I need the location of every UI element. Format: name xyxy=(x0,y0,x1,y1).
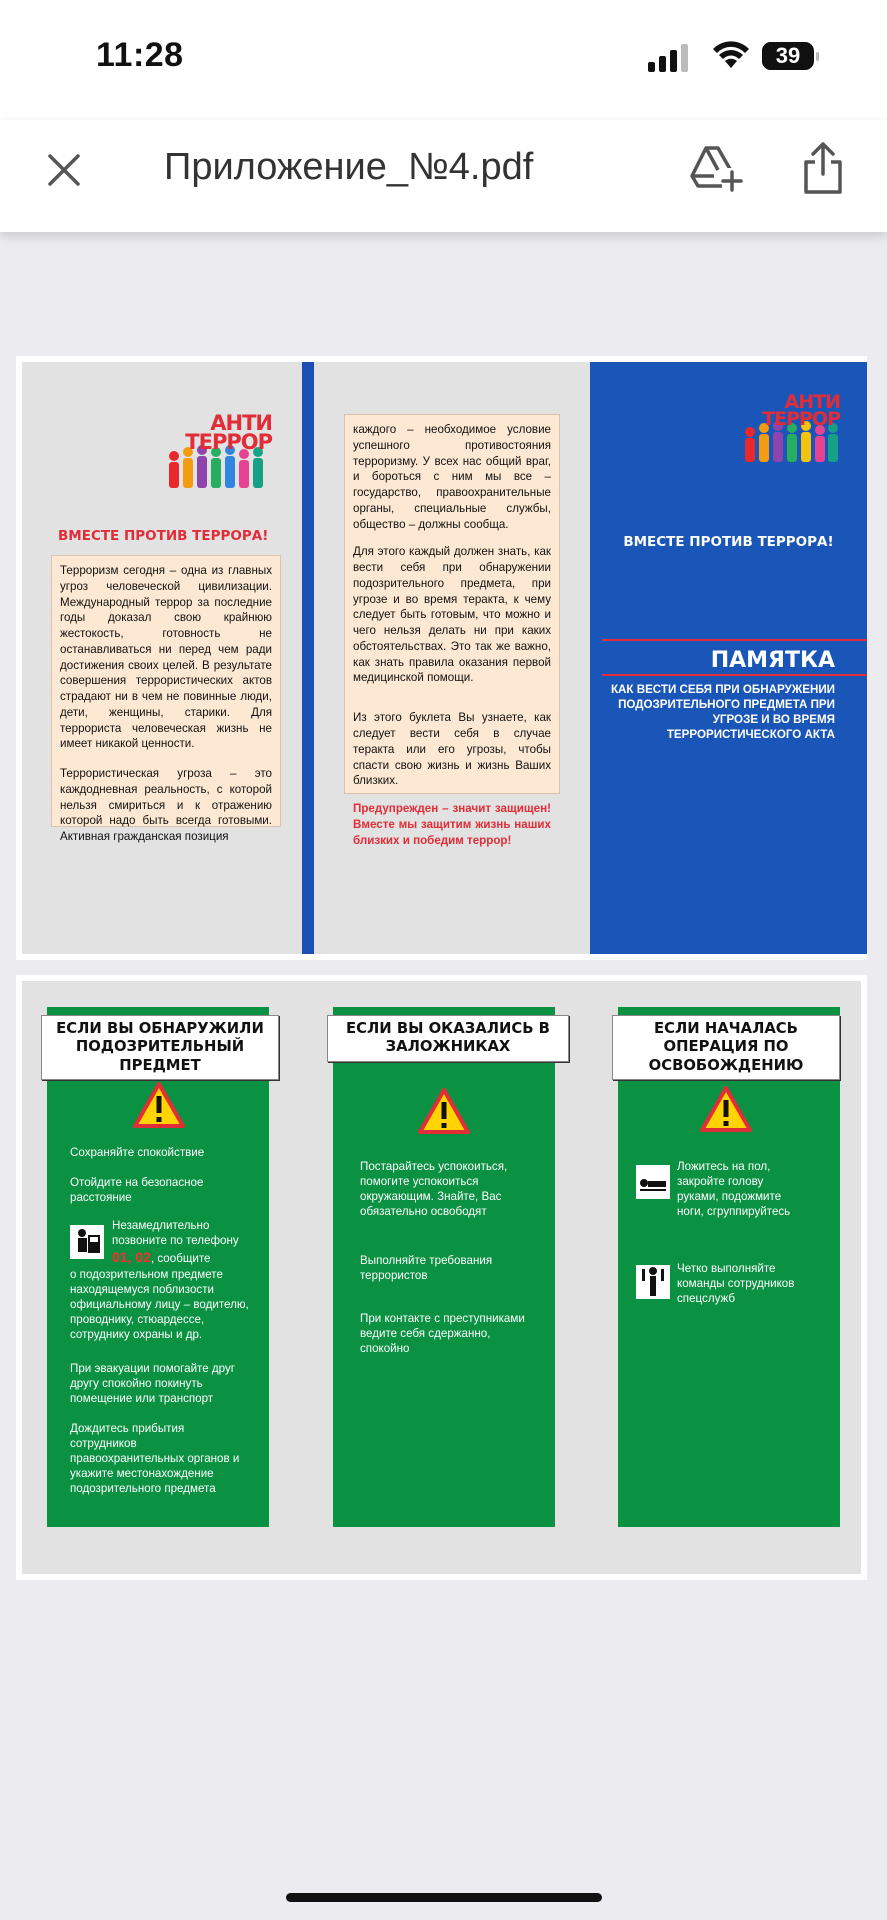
booklet-inside xyxy=(22,981,861,1574)
col2-text-3: При контакте с преступниками ведите себя сдержанно, спокойно xyxy=(360,1312,525,1356)
home-indicator[interactable] xyxy=(286,1893,602,1902)
slogan-left: ВМЕСТЕ ПРОТИВ ТЕРРОРА! xyxy=(58,528,269,544)
middle-warning: Предупрежден – значит защищен! Вместе мы защитим жизнь наших близких и победим террор! xyxy=(353,802,551,847)
pamyatka-subtitle: КАК ВЕСТИ СЕБЯ ПРИ ОБНАРУЖЕНИИ ПОДОЗРИТЕЛЬНОГО ПРЕДМЕТА ПРИ УГРОЗЕ И ВО ВРЕМЯ ТЕРРОРИСТИЧЕСКОГО АКТА xyxy=(610,683,835,742)
slogan-cover: ВМЕСТЕ ПРОТИВ ТЕРРОРА! xyxy=(623,534,834,550)
battery-icon xyxy=(762,42,814,70)
col3-text-2: Четко выполняйте команды сотрудников спецслужб xyxy=(677,1262,795,1306)
middle-paragraph-3: Из этого буклета Вы узнаете, как следует вести себя в случае теракта или его угрозы, чтобы спасти свою жизнь и жизнь Ваших близких. xyxy=(353,711,551,788)
anti-terror-logo-cover xyxy=(740,391,840,464)
col2-text-1: Постарайтесь успокоиться, помогите успокоиться окружающим. Знайте, Вас обязательно освободят xyxy=(360,1160,508,1219)
warning-icon xyxy=(699,1085,753,1133)
anti-terror-logo xyxy=(162,411,272,490)
col1-text-3a: Незамедлительно позвоните по телефону xyxy=(112,1219,239,1248)
document-title: Приложение_№4.pdf xyxy=(164,146,534,188)
intro-paragraph-1: Терроризм сегодня – одна из главных угроз человеческой цивилизации. Международный террор за последние годы доказал свою крайнюю жестокость, готовность не останавливаться ни перед чем ради достижения своих целей. В результате совершения террористических актов страдают ни в чем не повинные люди, дети, женщины, старики. Для террориста человеческая жизнь не имеет никакой ценности. xyxy=(60,564,272,751)
document-title-bar xyxy=(0,120,887,232)
close-icon[interactable] xyxy=(44,150,84,190)
middle-note xyxy=(344,414,560,847)
intro-note xyxy=(51,555,281,844)
fold-stripe xyxy=(302,362,314,954)
logo-text-cover: АНТИ ТЕРРОР xyxy=(762,391,840,430)
warning-icon xyxy=(132,1081,186,1129)
status-time: 11:28 xyxy=(96,36,184,74)
col1-text-1: Сохраняйте спокойствие xyxy=(70,1146,205,1159)
logo-text: АНТИ ТЕРРОР xyxy=(185,411,272,454)
pdf-page-1[interactable] xyxy=(16,356,867,960)
drive-add-icon[interactable] xyxy=(688,144,744,194)
warning-icon xyxy=(417,1087,471,1135)
col3-text-1: Ложитесь на пол, закройте голову руками, подожмите ноги, сгруппируйтесь xyxy=(677,1160,791,1219)
intro-paragraph-2: Террористическая угроза – это каждодневная реальность, с которой нельзя смириться и к отражению которой надо быть всегда готовыми. Активная гражданская позиция xyxy=(60,767,272,844)
wifi-icon xyxy=(712,40,750,70)
emergency-numbers: 01, 02 xyxy=(112,1249,151,1266)
col2-text-2: Выполняйте требования террористов xyxy=(360,1254,493,1283)
middle-paragraph-2: Для этого каждый должен знать, как вести себя при обнаружении подозрительного предмета, при угрозе и во время теракта, к чему следует быть готовым, что можно и чего нельзя делать ни при каких обстоятельствах. Это так же важно, как знать правила оказания первой медицинской помощи. xyxy=(353,545,551,685)
col1-text-4: При эвакуации помогайте друг другу спокойно покинуть помещение или транспорт xyxy=(70,1362,236,1406)
col1-text-5: Дождитесь прибытия сотрудников правоохранительных органов и укажите местонахождение подозрительного предмета xyxy=(70,1422,240,1496)
follow-commands-icon xyxy=(636,1265,670,1299)
share-icon[interactable] xyxy=(800,140,846,196)
status-bar xyxy=(0,0,887,120)
signal-icon xyxy=(648,44,692,72)
col1-text-3 xyxy=(112,1218,252,1266)
red-divider-top xyxy=(602,639,867,641)
col1-text-2: Отойдите на безопасное расстояние xyxy=(70,1176,204,1205)
booklet-outside xyxy=(22,362,861,954)
battery-level: 39 xyxy=(775,43,801,68)
header-suspicious-object: ЕСЛИ ВЫ ОБНАРУЖИЛИ ПОДОЗРИТЕЛЬНЫЙ ПРЕДМЕТ xyxy=(41,1015,279,1080)
cover-panel xyxy=(590,362,867,954)
col1-text-3b: , сообщите xyxy=(150,1252,211,1266)
pamyatka-title: ПАМЯТКА xyxy=(710,648,835,673)
red-divider-bottom xyxy=(602,674,867,676)
middle-paragraph-1: каждого – необходимое условие успешного противостояния терроризму. У всех нас общий враг, и бороться с ним мы все – государство, правоохранительные органы, специальные службы, общество – должны сообща. xyxy=(353,423,551,531)
pdf-page-2[interactable] xyxy=(16,975,867,1580)
phone-call-icon xyxy=(70,1225,104,1259)
header-hostages: ЕСЛИ ВЫ ОКАЗАЛИСЬ В ЗАЛОЖНИКАХ xyxy=(327,1015,569,1062)
col1-text-3c: о подозрительном предмете находящемуся поблизости официальному лицу – водителю, проводнику, стюардессе, сотруднику охраны и др. xyxy=(70,1268,249,1342)
lie-down-icon xyxy=(636,1165,670,1199)
header-rescue-operation: ЕСЛИ НАЧАЛАСЬ ОПЕРАЦИЯ ПО ОСВОБОЖДЕНИЮ xyxy=(612,1015,840,1080)
